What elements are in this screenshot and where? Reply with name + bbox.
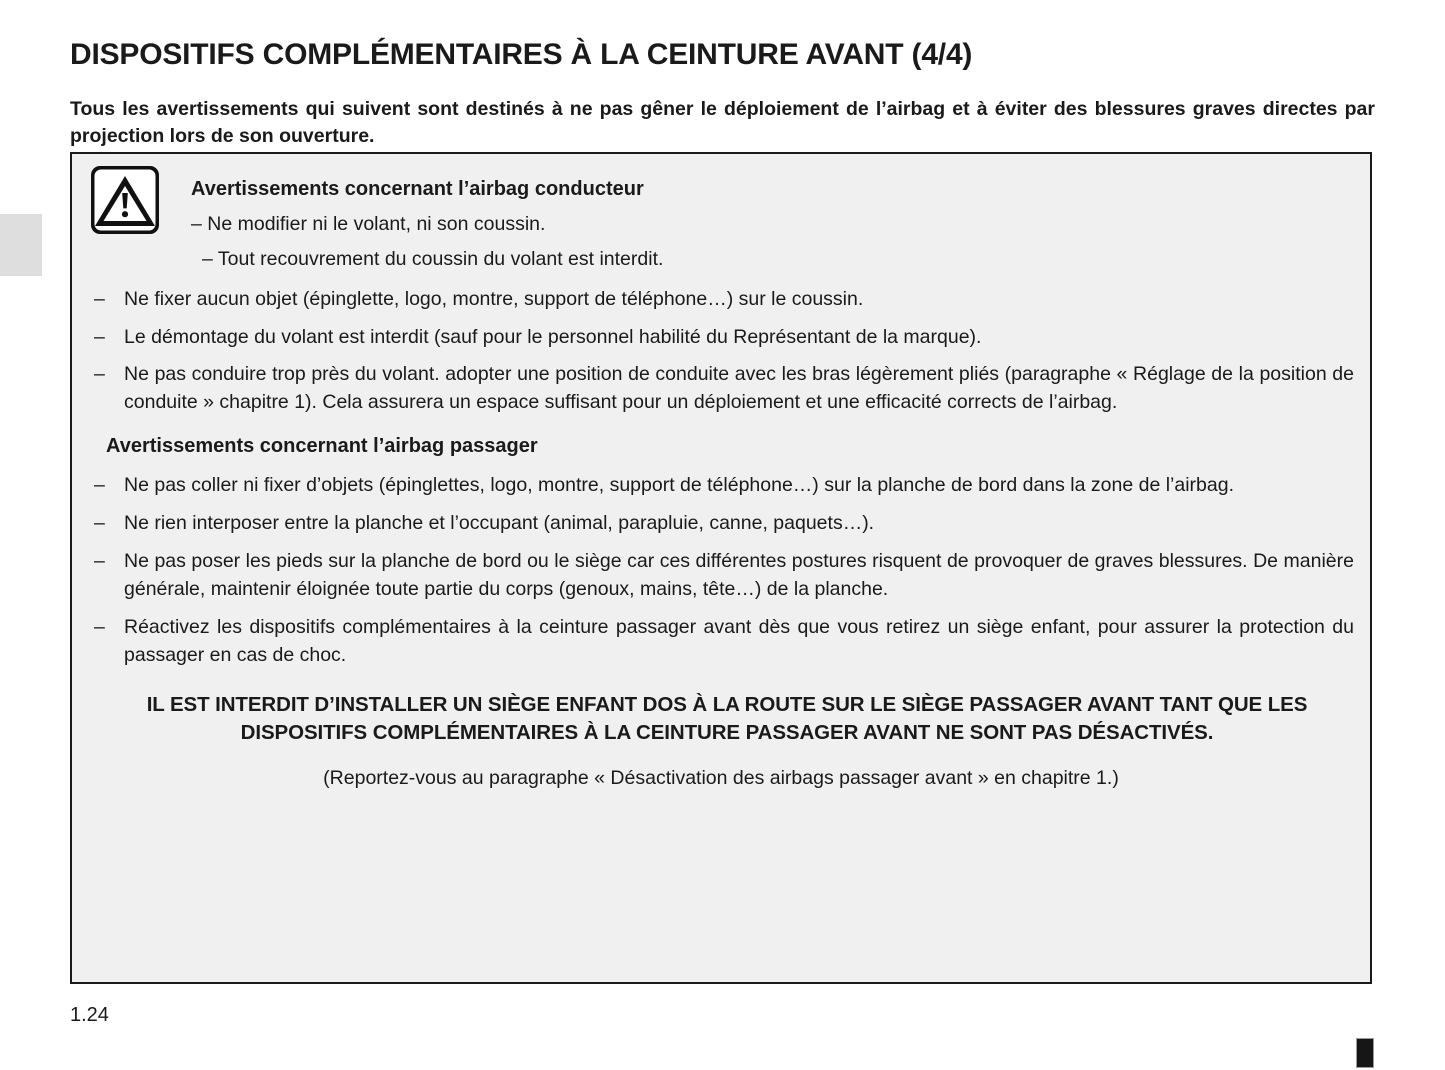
page-title: DISPOSITIFS COMPLÉMENTAIRES À LA CEINTURE AVANT (4/4) (70, 38, 973, 72)
prohibition-notice: IL EST INTERDIT D’INSTALLER UN SIÈGE ENFANT DOS À LA ROUTE SUR LE SIÈGE PASSAGER AVANT TANT QUE LES DISPOSITIFS COMPLÉMENTAIRES À LA CEINTURE PASSAGER AVANT NE SONT PAS DÉSACTIVÉS. (146, 693, 1308, 744)
chapter-edge-tab (0, 214, 42, 276)
driver-warning-list (88, 286, 1354, 418)
page-number: 1.24 (70, 1004, 109, 1026)
driver-sub-item-2: – Tout recouvrement du coussin du volant est interdit. (202, 248, 664, 271)
list-item: – Ne pas coller ni fixer d’objets (épinglettes, logo, montre, support de téléphone…) sur la planche de bord dans la zone de l’airbag. (88, 472, 1354, 500)
warning-box-content (72, 154, 1370, 982)
list-item: – Ne pas poser les pieds sur la planche de bord ou le siège car ces différentes postures risquent de provoquer de graves blessures. De manière générale, maintenir éloignée toute partie du corps (genoux, mains, tête…) de la planche. (88, 548, 1354, 604)
list-item: – Ne pas conduire trop près du volant. adopter une position de conduite avec les bras légèrement pliés (paragraphe « Réglage de la position de conduite » chapitre 1). Cela assurera un espace suffisant pour un déploiement et une efficacité corrects de l’airbag. (88, 361, 1354, 417)
warning-triangle-icon (89, 164, 161, 236)
passenger-airbag-heading: Avertissements concernant l’airbag passager (106, 435, 538, 458)
cross-reference-note: (Reportez-vous au paragraphe « Désactivation des airbags passager avant » en chapitre 1.) (323, 766, 1119, 789)
corner-marker (1356, 1038, 1374, 1068)
driver-airbag-block (191, 168, 1354, 273)
list-item: – Ne fixer aucun objet (épinglette, logo, montre, support de téléphone…) sur le coussin. (88, 286, 1354, 314)
lead-paragraph: Tous les avertissements qui suivent sont destinés à ne pas gêner le déploiement de l’airbag et à éviter des blessures graves directes par projection lors de son ouverture. (70, 97, 1375, 148)
passenger-warning-list (88, 472, 1354, 669)
warning-box (70, 152, 1372, 984)
driver-sub-item-1: – Ne modifier ni le volant, ni son coussin. (191, 213, 546, 235)
driver-airbag-heading: Avertissements concernant l’airbag conducteur (191, 178, 644, 200)
list-item: – Ne rien interposer entre la planche et l’occupant (animal, parapluie, canne, paquets…). (88, 510, 1354, 538)
list-item: – Le démontage du volant est interdit (sauf pour le personnel habilité du Représentant de la marque). (88, 324, 1354, 352)
list-item: – Réactivez les dispositifs complémentaires à la ceinture passager avant dès que vous retirez un siège enfant, pour assurer la protection du passager en cas de choc. (88, 614, 1354, 670)
